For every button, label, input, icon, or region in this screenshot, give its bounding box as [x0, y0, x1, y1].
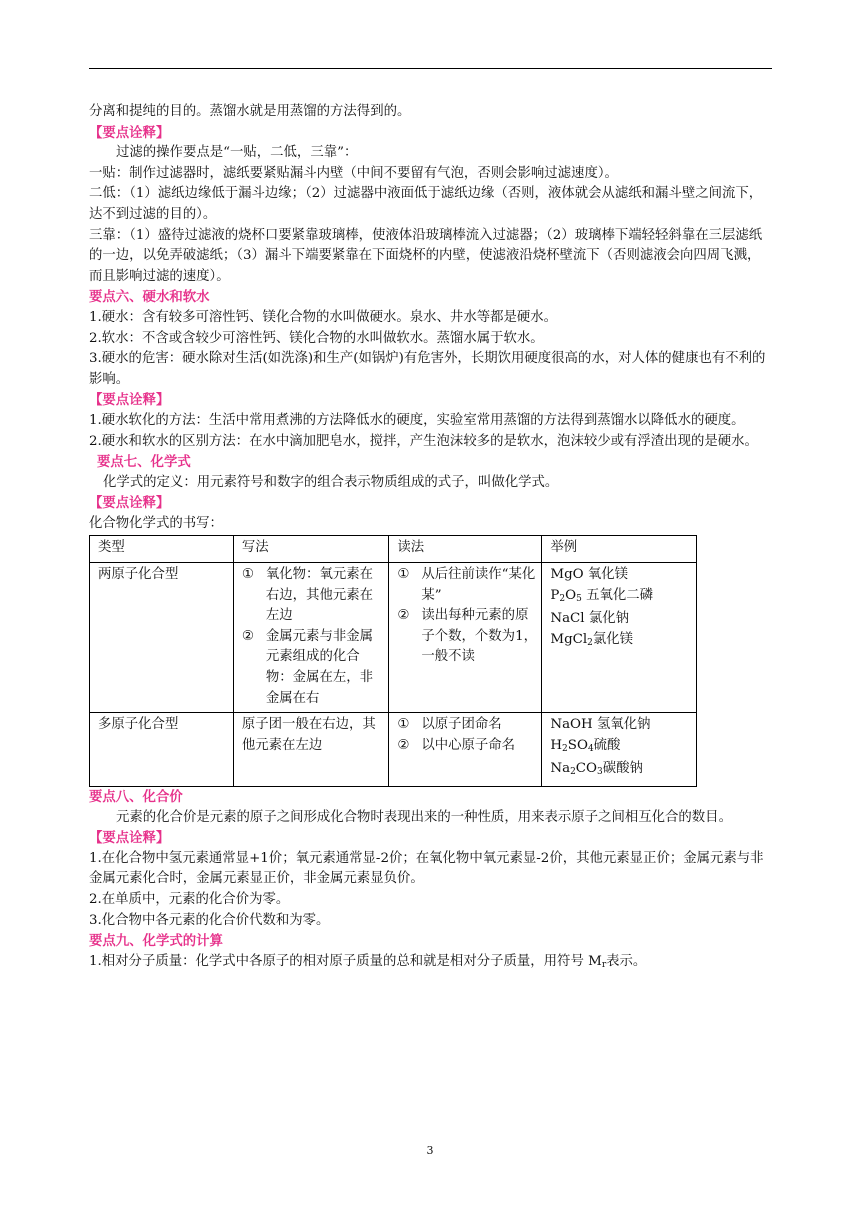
item-number: ②: [397, 608, 410, 624]
symbol-subscript: r: [601, 959, 607, 970]
table-cell: 两原子化合型: [90, 563, 234, 713]
paragraph: 分离和提纯的目的。蒸馏水就是用蒸馏的方法得到的。: [89, 104, 411, 119]
page-number: 3: [426, 1144, 434, 1157]
item-text: 以中心原子命名: [421, 737, 516, 753]
table-cell: [542, 563, 697, 713]
example-line: NaCl 氯化钠: [550, 611, 630, 627]
header-rule: [89, 68, 772, 69]
paragraph: 1.硬水软化的方法：生活中常用煮沸的方法降低水的硬度，实验室常用蒸馏的方法得到蒸馏水以降低水的硬度。: [89, 412, 745, 428]
paragraph: 三靠：（1）盛待过滤液的烧杯口要紧靠玻璃棒，使液体沿玻璃棒流入过滤器；（2）玻璃棒下端轻轻斜靠在三层滤纸的一边，以免弄破滤纸；（3）漏斗下端要紧靠在下面烧杯的内壁，使滤液沿烧杯壁流下（否则滤液会向四周飞溅，而且影响过滤的速度）。: [89, 227, 763, 284]
key-point-heading: 【要点诠释】: [89, 830, 170, 847]
paragraph: 二低：（1）滤纸边缘低于漏斗边缘；（2）过滤器中液面低于滤纸边缘（否则，液体就会从滤纸和漏斗壁之间流下，达不到过滤的目的）。: [89, 186, 763, 222]
formula-name: 氯化镁: [592, 631, 634, 647]
item-number: ①: [397, 717, 410, 733]
example-line: NaOH 氢氧化钠: [550, 717, 651, 733]
paragraph: 1.在化合物中氢元素通常显+1价；氧元素通常显-2价；在氧化物中氧元素显-2价，其他元素显正价；金属元素与非金属元素化合时，金属元素显正价，非金属元素显负价。: [89, 850, 764, 887]
table-cell: 多原子化合型: [90, 713, 234, 787]
paragraph: 过滤的操作要点是“一贴，二低，三靠”：: [116, 145, 358, 161]
table-header-row: [90, 536, 697, 563]
item-text: 以原子团命名: [421, 717, 502, 733]
paragraph: 化合物化学式的书写：: [89, 515, 223, 531]
example-line: [550, 736, 692, 760]
table-row: [90, 563, 697, 713]
list-item: [397, 736, 537, 757]
item-text: 氧化物：氧元素在右边，其他元素在左边: [265, 567, 374, 624]
formula-name: 碳酸钠: [602, 761, 643, 777]
list-item: [397, 715, 537, 736]
key-point-heading: 【要点诠释】: [89, 495, 170, 512]
document-body: [89, 102, 772, 975]
key-point-heading: 【要点诠释】: [89, 392, 170, 409]
item-text: 读出每种元素的原子个数，个数为1，一般不读: [421, 608, 537, 665]
item-number: ②: [397, 737, 410, 753]
text-part: 表示。: [606, 953, 647, 969]
formula-subscript: 2: [562, 743, 568, 754]
formula-subscript: 2: [570, 767, 576, 778]
paragraph: 2.硬水和软水的区别方法：在水中滴加肥皂水，搅拌，产生泡沫较多的是软水，泡沫较少或有浮渣出现的是硬水。: [89, 433, 758, 449]
table-header-cell: 举例: [542, 536, 697, 563]
example-line: [550, 759, 692, 783]
item-text: 从后往前读作“某化某”: [421, 567, 536, 603]
section-heading: 要点八、化合价: [89, 789, 183, 805]
table-cell: [389, 563, 542, 713]
paragraph: 2.软水：不含或含较少可溶性钙、镁化合物的水叫做软水。蒸馏水属于软水。: [89, 330, 544, 346]
formula-part: P: [550, 587, 560, 603]
section-heading: 要点七、化学式: [97, 454, 191, 471]
section-heading: 要点六、硬水和软水: [89, 289, 210, 306]
example-line: [550, 586, 692, 610]
item-number: ②: [241, 628, 254, 644]
section-heading: 要点九、化学式的计算: [89, 933, 223, 950]
formula-subscript: 4: [587, 743, 594, 754]
formula-table: [89, 535, 697, 787]
list-item: [242, 627, 384, 709]
formula-subscript: 3: [597, 767, 603, 778]
formula-part: H: [550, 737, 563, 753]
table-cell: 原子团一般在右边，其他元素在左边: [233, 713, 388, 787]
paragraph: 3.硬水的危害：硬水除对生活(如洗涤)和生产(如锅炉)有危害外，长期饮用硬度很高的水，对人体的健康也有不利的影响。: [89, 351, 766, 387]
formula-part: CO: [575, 761, 598, 777]
key-point-heading: 【要点诠释】: [89, 124, 170, 141]
table-cell: [542, 713, 697, 787]
example-line: [550, 630, 692, 654]
formula-subscript: 2: [587, 637, 593, 648]
formula-part: MgCl: [550, 631, 588, 647]
formula-name: 五氧化二磷: [581, 587, 654, 603]
item-text: 金属元素与非金属元素组成的化合物：金属在左，非金属在右: [265, 628, 374, 706]
formula-subscript: 5: [576, 593, 582, 604]
list-item: [397, 606, 537, 668]
table-row: [90, 713, 697, 787]
paragraph: 一贴：制作过滤器时，滤纸要紧贴漏斗内壁（中间不要留有气泡，否则会影响过滤速度）。: [89, 165, 618, 181]
item-number: ①: [241, 567, 254, 583]
formula-part: Na: [550, 761, 571, 777]
formula-name: 硫酸: [593, 737, 621, 753]
table-header-cell: 读法: [389, 536, 542, 563]
paragraph: 元素的化合价是元素的原子之间形成化合物时表现出来的一种性质，用来表示原子之间相互化合的数目。: [116, 809, 732, 825]
table-header-cell: 写法: [233, 536, 388, 563]
formula-part: SO: [567, 737, 588, 753]
paragraph: [89, 952, 772, 976]
table-cell: [389, 713, 542, 787]
paragraph: 化学式的定义：用元素符号和数字的组合表示物质组成的式子，叫做化学式。: [103, 474, 559, 490]
list-item: [397, 565, 537, 606]
formula-subscript: 2: [559, 593, 566, 604]
formula-part: O: [565, 587, 577, 603]
paragraph: 3.化合物中各元素的化合价代数和为零。: [89, 912, 330, 928]
text-part: 1.相对分子质量：化学式中各原子的相对原子质量的总和就是相对分子质量，用符号 M: [89, 953, 602, 969]
list-item: [242, 565, 384, 627]
table-header-cell: 类型: [90, 536, 234, 563]
paragraph: 1.硬水：含有较多可溶性钙、镁化合物的水叫做硬水。泉水、井水等都是硬水。: [89, 309, 558, 325]
example-line: MgO 氧化镁: [550, 567, 629, 583]
item-number: ①: [397, 567, 410, 583]
paragraph: 2.在单质中，元素的化合价为零。: [89, 891, 290, 907]
table-cell: [233, 563, 388, 713]
